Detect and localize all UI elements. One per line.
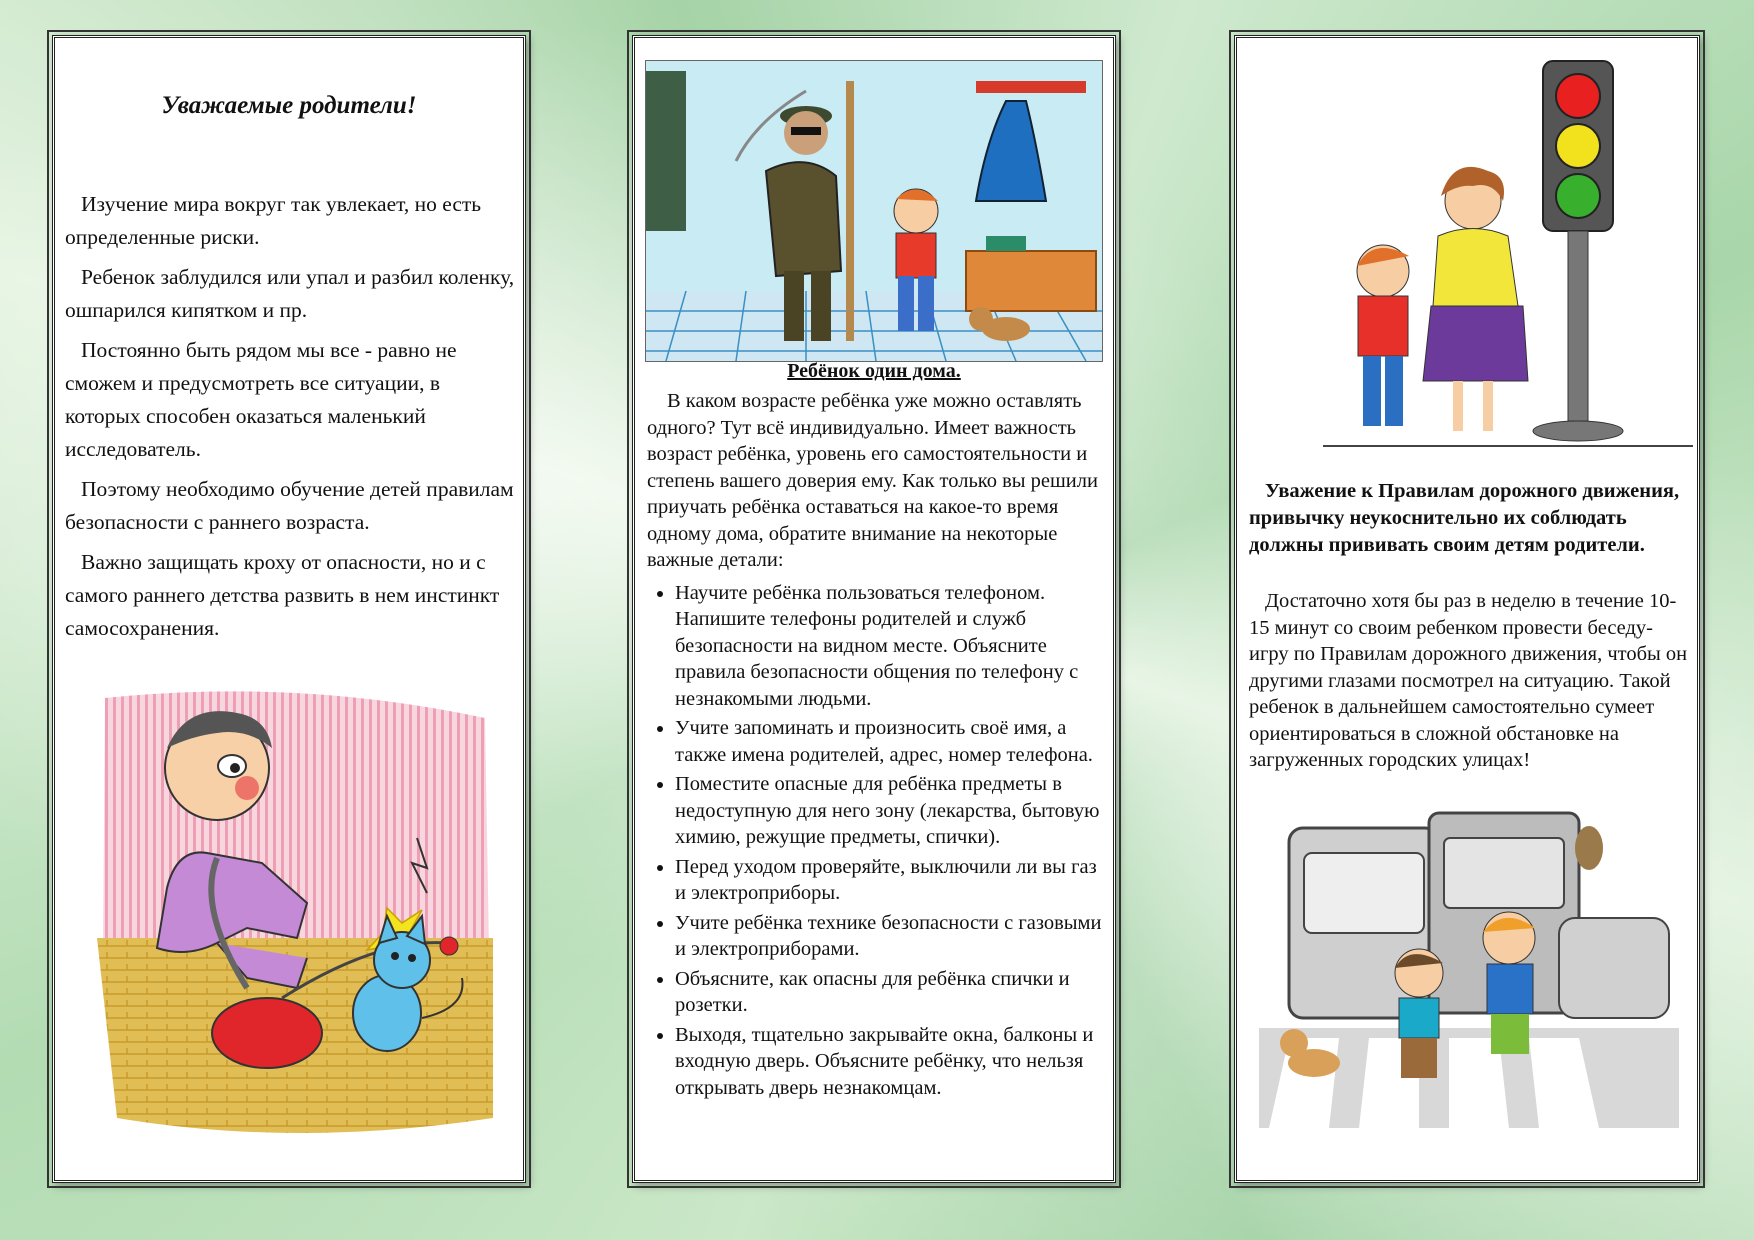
list-item: • Объясните, как опасны для ребёнка спички и розетки. bbox=[675, 966, 1103, 1019]
list-item: • Учите ребёнка технике безопасности с газовыми и электроприборами. bbox=[675, 910, 1103, 963]
rules-body-text: Достаточно хотя бы раз в неделю в течение 10-15 минут со своим ребенком провести беседу-игру по Правилам дорожного движения, чтобы он другими глазами посмотрел на ситуацию. Такой ребенок в дальнейшем самостоятельно сумеет ориентироваться в сложной обстановке на загруженных городских улицах! bbox=[1249, 590, 1688, 771]
panel-middle bbox=[632, 35, 1116, 1183]
home-alone-text bbox=[647, 388, 1103, 1104]
intro-text bbox=[65, 188, 515, 652]
section-caption: Ребёнок один дома. bbox=[787, 360, 961, 382]
list-item: • Перед уходом проверяйте, выключили ли вы газ и электроприборы. bbox=[675, 854, 1103, 907]
stranger-at-door-illustration bbox=[645, 60, 1103, 362]
rules-emphasis-text: Уважение к Правилам дорожного движения, привычку неукоснительно их соблюдать должны прививать своим детям родители. bbox=[1249, 480, 1680, 556]
intro-paragraph: В каком возрасте ребёнка уже можно оставлять одного? Тут всё индивидуально. Имеет важность возраст ребёнка, уровень его самостоятельности и степень вашего доверия ему. Как только вы решили приучать ребёнка оставаться на какое-то время одному дома, обратите внимание на некоторые важные детали: bbox=[647, 390, 1098, 571]
traffic-light-green bbox=[1556, 174, 1600, 218]
traffic-light-red bbox=[1556, 74, 1600, 118]
paragraph: Поэтому необходимо обучение детей правилам безопасности с раннего возраста. bbox=[65, 477, 514, 534]
list-item: • Выходя, тщательно закрывайте окна, балконы и входную дверь. Объясните ребёнку, что нельзя открывать дверь незнакомцам. bbox=[675, 1022, 1103, 1102]
paragraph: Важно защищать кроху от опасности, но и с самого раннего детства развить в нем инстинкт самосохранения. bbox=[65, 550, 500, 640]
paragraph: Изучение мира вокруг так увлекает, но есть определенные риски. bbox=[65, 192, 482, 249]
panel-left bbox=[52, 35, 526, 1183]
page-title: Уважаемые родители! bbox=[161, 92, 417, 119]
traffic-light-yellow bbox=[1556, 124, 1600, 168]
list-item: • Поместите опасные для ребёнка предметы в недоступную для него зону (лекарства, бытовую химию, режущие предметы, спички). bbox=[675, 771, 1103, 851]
panel-right bbox=[1234, 35, 1700, 1183]
list-item: • Научите ребёнка пользоваться телефоном. Напишите телефоны родителей и служб безопасности на видном месте. Объясните правила безопасности общения по телефону с незнакомыми людьми. bbox=[675, 580, 1103, 713]
list-item: • Учите запоминать и произносить своё имя, а также имена родителей, адрес, номер телефона. bbox=[675, 715, 1103, 768]
vacuum-accident-illustration bbox=[97, 688, 493, 1142]
crosswalk-illustration bbox=[1259, 798, 1679, 1128]
paragraph: Постоянно быть рядом мы все - равно не сможем и предусмотреть все ситуации, в которых способен оказаться маленький исследователь. bbox=[65, 338, 457, 461]
tips-list bbox=[647, 580, 1103, 1102]
traffic-light-illustration bbox=[1323, 46, 1693, 451]
paragraph: Ребенок заблудился или упал и разбил коленку, ошпарился кипятком и пр. bbox=[65, 265, 515, 322]
